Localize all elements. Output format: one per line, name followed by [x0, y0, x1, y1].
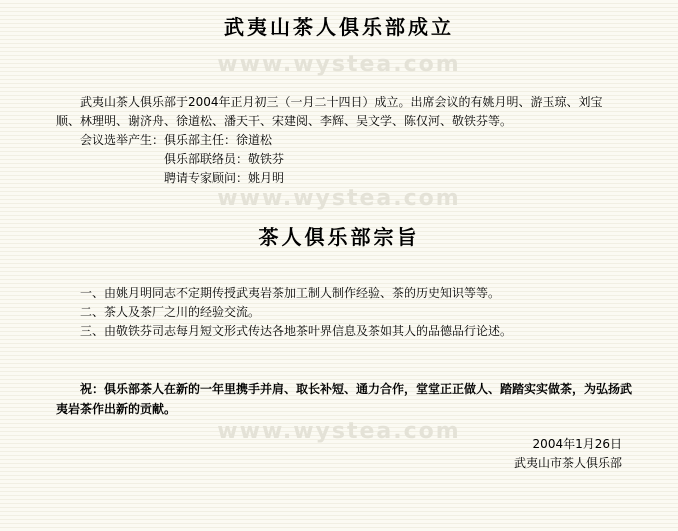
watermark: www.wystea.com [217, 419, 461, 444]
signature-organization: 武夷山市茶人俱乐部 [513, 456, 622, 470]
aim-item: 三、由敬铁芬司志每月短文形式传达各地茶叶界信息及茶如其人的品德品行论述。 [80, 324, 513, 338]
section-title-aims: 茶人俱乐部宗旨 [258, 225, 420, 249]
elected-director-line: 会议选举产生：俱乐部主任：徐道松 [80, 133, 273, 147]
signature-block [514, 435, 622, 473]
founding-paragraph: 武夷山茶人俱乐部于2004年正月初三（一月二十四日）成立。出席会议的有姚月明、游玉琼、刘宝顺、林理明、谢济舟、徐道松、潘天干、宋建阅、李辉、吴文学、陈仅河、敬铁芬等。 [56, 95, 603, 128]
watermark: www.wystea.com [217, 52, 461, 77]
aim-item: 二、茶人及茶厂之川的经验交流。 [80, 305, 261, 319]
elected-advisor-line: 聘请专家顾问：姚月明 [164, 171, 285, 185]
aims-list [80, 284, 512, 341]
watermark: www.wystea.com [217, 186, 461, 211]
closing-wish: 祝：俱乐部茶人在新的一年里携手并肩、取长补短、通力合作，堂堂正正做人、踏踏实实做茶，为弘扬武夷岩茶作出新的贡献。 [56, 382, 633, 416]
signature-date: 2004年1月26日 [532, 437, 622, 451]
aim-item: 一、由姚月明同志不定期传授武夷岩茶加工制人制作经验、茶的历史知识等等。 [80, 286, 501, 300]
section-title-founding: 武夷山茶人俱乐部成立 [224, 15, 454, 39]
elected-liaison-line: 俱乐部联络员：敬铁芬 [164, 152, 285, 166]
